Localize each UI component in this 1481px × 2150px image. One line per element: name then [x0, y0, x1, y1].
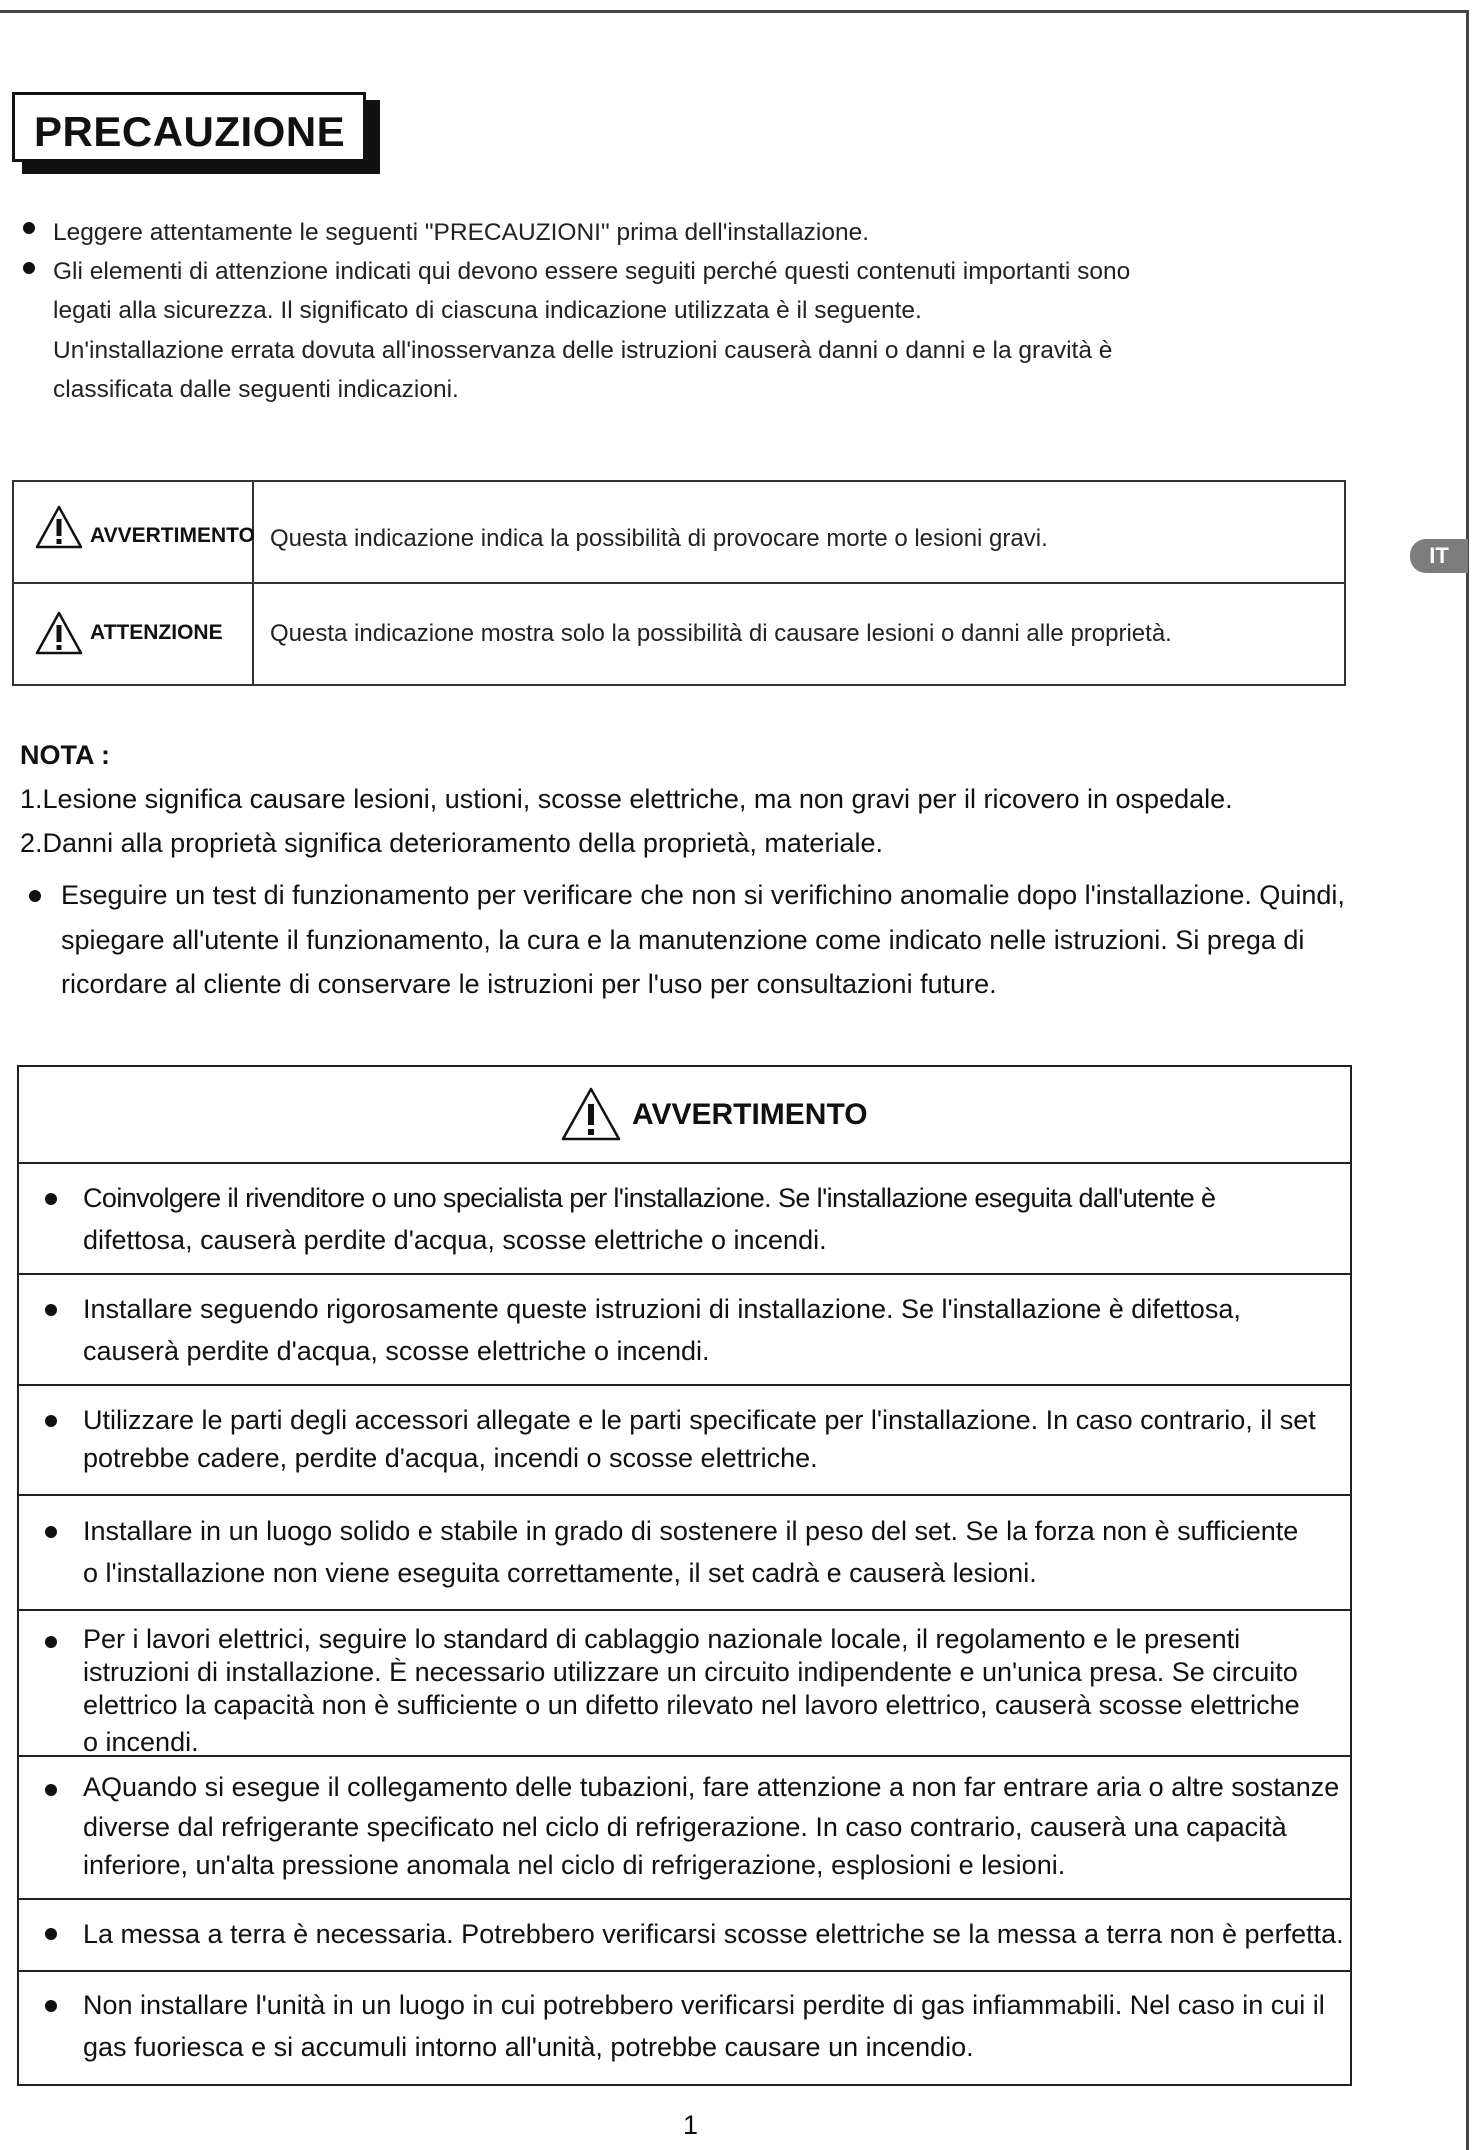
nota-item: 1.Lesione significa causare lesioni, ustioni, scosse elettriche, ma non gravi per il ricovero in ospedale. [20, 784, 1233, 814]
warning-item-line: causerà perdite d'acqua, scosse elettriche o incendi. [83, 1336, 710, 1366]
warning-triangle-icon [34, 504, 84, 550]
intro-line: legati alla sicurezza. Il significato di ciascuna indicazione utilizzata è il seguente. [53, 297, 922, 324]
warning-item-line: o l'installazione non viene eseguita correttamente, il set cadrà e causerà lesioni. [83, 1558, 1037, 1588]
warning-divider [17, 1384, 1352, 1386]
intro-line: classificata dalle seguenti indicazioni. [53, 376, 459, 403]
warning-triangle-icon [34, 610, 84, 656]
page-number: 1 [683, 2110, 699, 2140]
warning-item-line: AQuando si esegue il collegamento delle tubazioni, fare attenzione a non far entrare aria o altre sostanze [83, 1772, 1340, 1802]
warning-item-line: Non installare l'unità in un luogo in cui potrebbero verificarsi perdite di gas infiammabili. Nel caso in cui il [83, 1990, 1325, 2020]
warning-divider [17, 1273, 1352, 1275]
warning-item-line: elettrico la capacità non è sufficiente o un difetto rilevato nel lavoro elettrico, causerà scosse elettriche [83, 1690, 1300, 1720]
bullet-icon [23, 222, 35, 234]
warning-divider [17, 1494, 1352, 1496]
warning-triangle-icon [560, 1086, 622, 1142]
warning-item-line: Installare in un luogo solido e stabile in grado di sostenere il peso del set. Se la forza non è sufficiente [83, 1516, 1299, 1546]
warning-item-line: Coinvolgere il rivenditore o uno specialista per l'installazione. Se l'installazione eseguita dall'utente è [83, 1183, 1216, 1213]
right-border [1466, 10, 1469, 2150]
warning-item-line: gas fuoriesca e si accumuli intorno all'unità, potrebbe causare un incendio. [83, 2032, 974, 2062]
bullet-icon [45, 2000, 57, 2012]
page-title: PRECAUZIONE [34, 108, 346, 155]
bullet-icon [45, 1636, 57, 1648]
warning-title: AVVERTIMENTO [632, 1098, 868, 1131]
warning-item-line: La messa a terra è necessaria. Potrebbero verificarsi scosse elettriche se la messa a terra non è perfetta. [83, 1919, 1344, 1949]
bullet-icon [45, 1784, 57, 1796]
warning-divider [17, 1898, 1352, 1900]
nota-item: 2.Danni alla proprietà significa deterioramento della proprietà, materiale. [20, 828, 883, 858]
warning-item-line: difettosa, causerà perdite d'acqua, scosse elettriche o incendi. [83, 1225, 827, 1255]
warning-item-line: Installare seguendo rigorosamente queste istruzioni di installazione. Se l'installazione è difettosa, [83, 1294, 1241, 1324]
bullet-icon [45, 1415, 57, 1427]
legend-description: Questa indicazione mostra solo la possibilità di causare lesioni o danni alle proprietà. [270, 620, 1172, 647]
warning-divider [17, 1162, 1352, 1164]
warning-item-line: potrebbe cadere, perdite d'acqua, incendi o scosse elettriche. [83, 1443, 818, 1473]
language-tab: IT [1410, 539, 1468, 573]
legend-table [12, 480, 1346, 686]
legend-label-avvertimento: AVVERTIMENTO [90, 524, 255, 547]
warning-divider [17, 1755, 1352, 1757]
legend-row-divider [14, 582, 1344, 584]
paragraph-line: Eseguire un test di funzionamento per verificare che non si verifichino anomalie dopo l'installazione. Quindi, [61, 880, 1345, 910]
warning-divider [17, 1970, 1352, 1972]
top-border [0, 10, 1466, 13]
intro-line: Gli elementi di attenzione indicati qui devono essere seguiti perché questi contenuti importanti sono [53, 258, 1131, 285]
paragraph-line: spiegare all'utente il funzionamento, la cura e la manutenzione come indicato nelle istruzioni. Si prega di [61, 925, 1305, 955]
warning-item-line: istruzioni di installazione. È necessario utilizzare un circuito indipendente e un'unica presa. Se circuito [83, 1657, 1298, 1687]
intro-line: Un'installazione errata dovuta all'inosservanza delle istruzioni causerà danni o danni e la gravità è [53, 337, 1113, 364]
warning-item-line: inferiore, un'alta pressione anomala nel ciclo di refrigerazione, esplosioni e lesioni. [83, 1850, 1066, 1880]
bullet-icon [45, 1526, 57, 1538]
warning-item-line: o incendi. [83, 1727, 199, 1757]
warning-divider [17, 1609, 1352, 1611]
intro-line: Leggere attentamente le seguenti "PRECAUZIONI" prima dell'installazione. [53, 219, 870, 246]
legend-description: Questa indicazione indica la possibilità di provocare morte o lesioni gravi. [270, 525, 1048, 552]
paragraph-line: ricordare al cliente di conservare le istruzioni per l'uso per consultazioni future. [61, 969, 997, 999]
bullet-icon [45, 1193, 57, 1205]
bullet-icon [23, 262, 35, 274]
legend-label-attenzione: ATTENZIONE [90, 621, 223, 644]
warning-item-line: Per i lavori elettrici, seguire lo standard di cablaggio nazionale locale, il regolamento e le presenti [83, 1624, 1241, 1654]
nota-heading: NOTA : [20, 740, 110, 770]
bullet-icon [29, 890, 41, 902]
bullet-icon [45, 1304, 57, 1316]
warning-item-line: diverse dal refrigerante specificato nel ciclo di refrigerazione. In caso contrario, causerà una capacità [83, 1812, 1287, 1842]
bullet-icon [45, 1928, 57, 1940]
warning-item-line: Utilizzare le parti degli accessori allegate e le parti specificate per l'installazione. In caso contrario, il set [83, 1405, 1316, 1435]
